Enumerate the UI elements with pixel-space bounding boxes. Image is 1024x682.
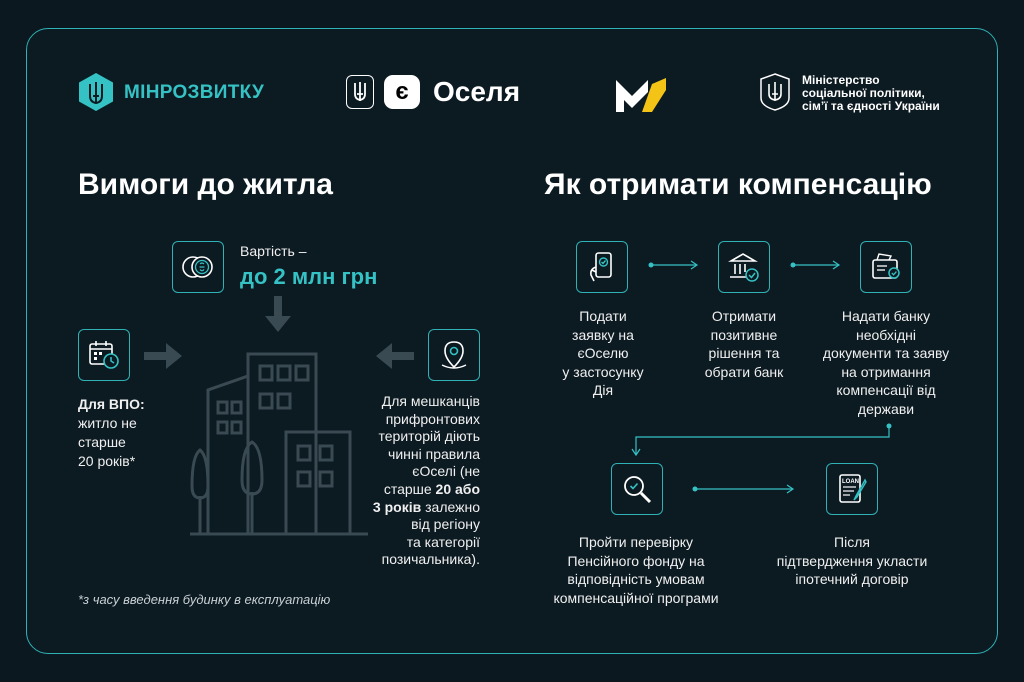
calendar-clock-icon — [87, 338, 121, 372]
step3-line-2: необхідні — [856, 326, 916, 343]
requirements-title: Вимоги до житла — [78, 168, 333, 201]
vpo-line-3: старше — [78, 434, 126, 450]
documents-icon — [869, 250, 903, 284]
frontline-line-2: прифронтових — [385, 410, 480, 427]
arrow-left-icon — [374, 343, 414, 369]
minrozvytku-text: МІНРОЗВИТКУ — [124, 82, 265, 103]
step3-line-3: документи та заяву — [822, 345, 950, 362]
coins-icon-box — [172, 241, 224, 293]
step1-icon-box — [576, 241, 628, 293]
step4-line-1: Пройти перевірку — [578, 534, 694, 550]
connector-arrow-4 — [692, 483, 796, 495]
bank-check-icon — [727, 250, 761, 284]
ministry-line-1: Міністерство — [802, 73, 880, 87]
minrozvytku-logo — [76, 72, 116, 112]
diia-e-logo — [384, 75, 420, 109]
frontline-line-7 — [330, 499, 480, 517]
step1-line-4: у застосунку — [562, 363, 644, 380]
frontline-line-10: позичальника). — [381, 551, 480, 568]
location-icon-box — [428, 329, 480, 381]
vpo-line-4: 20 років* — [78, 453, 136, 469]
frontline-line-5: єОселі (не — [412, 463, 480, 480]
price-value: до 2 млн грн — [240, 264, 378, 289]
m-logo — [614, 76, 668, 114]
ministry-name — [802, 74, 940, 113]
step1-line-3: єОселю — [577, 345, 629, 362]
phone-hand-icon — [585, 250, 619, 284]
frontline-line-1: Для мешканців — [381, 393, 480, 409]
connector-arrow-3 — [628, 420, 898, 460]
ministry-emblem-icon — [758, 72, 792, 112]
step2-line-4: обрати банк — [704, 363, 784, 380]
arrow-down-icon — [263, 296, 293, 334]
ministry-line-2: соціальної політики, — [802, 86, 925, 100]
frontline-requirement — [330, 393, 480, 569]
step2-line-1: Отримати — [711, 308, 777, 324]
coins-icon — [181, 250, 215, 284]
step2-text — [684, 307, 804, 381]
frontline-line-9: та категорії — [406, 533, 480, 550]
frontline-line-6-b: 20 або — [435, 480, 480, 497]
step3-line-1: Надати банку — [841, 308, 931, 324]
step2-icon-box — [718, 241, 770, 293]
calendar-icon-box — [78, 329, 130, 381]
compensation-title: Як отримати компенсацію — [544, 168, 932, 201]
frontline-line-7-a: 3 років — [372, 498, 422, 515]
loan-label: LOAN — [842, 479, 859, 485]
frontline-line-6 — [330, 481, 480, 499]
step3-text — [808, 307, 964, 419]
vpo-line-2: житло не — [78, 415, 137, 431]
step5-line-1: Після — [834, 534, 870, 550]
frontline-line-3: територій діють — [378, 428, 480, 445]
step4-icon-box — [611, 463, 663, 515]
step5-line-3: іпотечний договір — [795, 571, 909, 588]
frontline-line-4: чинні правила — [388, 445, 480, 462]
magnifier-check-icon — [620, 472, 654, 506]
oselia-text: Оселя — [433, 76, 521, 107]
step2-line-2: позитивне — [710, 326, 778, 343]
step5-icon-box — [826, 463, 878, 515]
step4-text — [536, 533, 736, 607]
connector-arrow-2 — [790, 259, 842, 271]
vpo-requirement — [78, 395, 145, 471]
step1-text — [540, 307, 666, 400]
hexagon-trident-icon — [76, 72, 116, 112]
step3-line-4: на отримання — [841, 363, 931, 380]
loan-document-icon — [835, 472, 869, 506]
step1-line-2: заявку на — [572, 326, 634, 343]
ministry-line-3: сім’ї та єдності України — [802, 99, 940, 113]
step1-line-1: Подати — [579, 308, 627, 324]
arrow-right-icon — [144, 343, 184, 369]
trident-icon — [346, 75, 374, 109]
connector-arrow-1 — [648, 259, 700, 271]
frontline-line-8: від регіону — [411, 516, 480, 533]
step3-line-5: компенсації від — [836, 382, 936, 399]
footnote: *з часу введення будинку в експлуатацію — [78, 592, 331, 607]
step5-line-2: підтвердження укласти — [776, 552, 928, 569]
step1-line-5: Дія — [592, 382, 614, 399]
frontline-line-7-b: залежно — [421, 498, 480, 515]
vpo-heading: Для ВПО: — [78, 396, 145, 412]
step5-text — [766, 533, 938, 589]
step3-icon-box — [860, 241, 912, 293]
step4-line-4: компенсаційної програми — [553, 589, 719, 606]
price-label: Вартість – — [240, 243, 307, 259]
step3-line-6: держави — [857, 400, 915, 417]
location-pin-icon — [437, 338, 471, 372]
step2-line-3: рішення та — [708, 345, 780, 362]
step4-line-2: Пенсійного фонду на — [567, 552, 705, 569]
step4-line-3: відповідність умовам — [567, 571, 705, 588]
frontline-line-6-a: старше — [383, 480, 436, 497]
diia-e-letter: є — [395, 78, 409, 105]
